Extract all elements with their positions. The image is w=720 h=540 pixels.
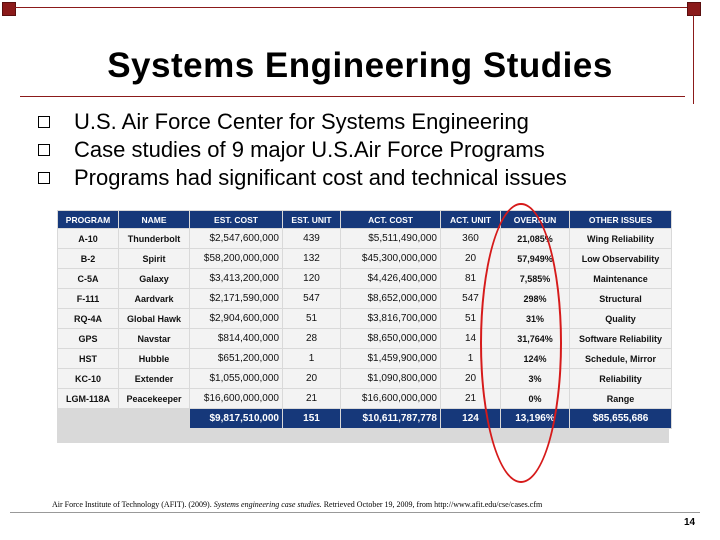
cell-est-unit: 51 xyxy=(283,309,340,328)
table-row xyxy=(58,329,671,348)
square-bullet-icon xyxy=(38,144,50,156)
bullet-list xyxy=(38,108,567,192)
cell-overrun: 124% xyxy=(501,349,569,368)
bullet-item: Case studies of 9 major U.S.Air Force Programs xyxy=(38,136,567,164)
header-est-cost: EST. COST xyxy=(190,211,282,228)
cell-act-cost: $1,090,800,000 xyxy=(341,369,440,388)
cell-program: A-10 xyxy=(58,229,118,248)
table-totals-row xyxy=(58,409,671,428)
bullet-item: U.S. Air Force Center for Systems Engineering xyxy=(38,108,567,136)
cell-est-cost: $2,171,590,000 xyxy=(190,289,282,308)
header-program: PROGRAM xyxy=(58,211,118,228)
cell-act-unit: 1 xyxy=(441,349,500,368)
cell-act-unit: 21 xyxy=(441,389,500,408)
cell-other-issue: Schedule, Mirror xyxy=(570,349,671,368)
totals-blank-cell xyxy=(119,409,189,428)
cell-program: RQ-4A xyxy=(58,309,118,328)
header-act-cost: ACT. COST xyxy=(341,211,440,228)
cell-overrun: 298% xyxy=(501,289,569,308)
cell-est-unit: 20 xyxy=(283,369,340,388)
cell-act-unit: 547 xyxy=(441,289,500,308)
slide-number: 14 xyxy=(684,517,696,528)
square-bullet-icon xyxy=(38,116,50,128)
header-name: NAME xyxy=(119,211,189,228)
cell-name: Peacekeeper xyxy=(119,389,189,408)
cell-name: Hubble xyxy=(119,349,189,368)
cell-name: Thunderbolt xyxy=(119,229,189,248)
square-bullet-icon xyxy=(38,172,50,184)
title-underline xyxy=(20,96,685,97)
program-cost-table xyxy=(57,210,672,429)
table-header-row xyxy=(58,211,671,228)
totals-blank-cell xyxy=(58,409,118,428)
cell-est-cost: $2,547,600,000 xyxy=(190,229,282,248)
cell-act-cost: $8,650,000,000 xyxy=(341,329,440,348)
cell-act-unit: 81 xyxy=(441,269,500,288)
cell-program: C-5A xyxy=(58,269,118,288)
table-row xyxy=(58,309,671,328)
table-row xyxy=(58,229,671,248)
cell-act-unit: 360 xyxy=(441,229,500,248)
cell-program: F-111 xyxy=(58,289,118,308)
cell-act-cost: $1,459,900,000 xyxy=(341,349,440,368)
total-act-cost: $10,611,787,778 xyxy=(341,409,440,428)
cell-name: Navstar xyxy=(119,329,189,348)
cell-overrun: 31% xyxy=(501,309,569,328)
cell-est-cost: $58,200,000,000 xyxy=(190,249,282,268)
total-est-cost: $9,817,510,000 xyxy=(190,409,282,428)
cell-overrun: 21,085% xyxy=(501,229,569,248)
table-row xyxy=(58,269,671,288)
header-est-unit: EST. UNIT xyxy=(283,211,340,228)
cell-overrun: 0% xyxy=(501,389,569,408)
program-cost-table-container xyxy=(57,210,669,443)
cell-act-unit: 51 xyxy=(441,309,500,328)
cell-other-issue: Wing Reliability xyxy=(570,229,671,248)
cell-est-unit: 120 xyxy=(283,269,340,288)
cell-other-issue: Low Observability xyxy=(570,249,671,268)
cell-name: Spirit xyxy=(119,249,189,268)
cell-overrun: 31,764% xyxy=(501,329,569,348)
cell-est-cost: $1,055,000,000 xyxy=(190,369,282,388)
footer-divider xyxy=(10,512,700,513)
cell-name: Extender xyxy=(119,369,189,388)
bullet-item: Programs had significant cost and technical issues xyxy=(38,164,567,192)
table-row xyxy=(58,369,671,388)
total-overrun: 13,196% xyxy=(501,409,569,428)
cell-program: GPS xyxy=(58,329,118,348)
cell-act-cost: $16,600,000,000 xyxy=(341,389,440,408)
cell-est-cost: $2,904,600,000 xyxy=(190,309,282,328)
cell-name: Global Hawk xyxy=(119,309,189,328)
cell-name: Aardvark xyxy=(119,289,189,308)
table-row xyxy=(58,389,671,408)
total-other-issues: $85,655,686 xyxy=(570,409,671,428)
cell-program: HST xyxy=(58,349,118,368)
header-act-unit: ACT. UNIT xyxy=(441,211,500,228)
corner-decoration-right xyxy=(687,2,701,16)
cell-overrun: 3% xyxy=(501,369,569,388)
cell-est-unit: 28 xyxy=(283,329,340,348)
citation: Air Force Institute of Technology (AFIT). (2009). Systems engineering case studies. Retrieved October 19, 2009, from http://www.afit.edu/cse/cases.cfm xyxy=(52,500,543,509)
cell-other-issue: Reliability xyxy=(570,369,671,388)
cell-est-unit: 132 xyxy=(283,249,340,268)
cell-other-issue: Software Reliability xyxy=(570,329,671,348)
cell-est-unit: 1 xyxy=(283,349,340,368)
table-row xyxy=(58,349,671,368)
total-act-unit: 124 xyxy=(441,409,500,428)
slide-title: Systems Engineering Studies xyxy=(107,46,613,85)
cell-est-cost: $16,600,000,000 xyxy=(190,389,282,408)
cell-est-unit: 21 xyxy=(283,389,340,408)
cell-overrun: 57,949% xyxy=(501,249,569,268)
cell-est-cost: $814,400,000 xyxy=(190,329,282,348)
cell-program: KC-10 xyxy=(58,369,118,388)
cell-overrun: 7,585% xyxy=(501,269,569,288)
header-overrun: OVERRUN xyxy=(501,211,569,228)
cell-est-unit: 439 xyxy=(283,229,340,248)
cell-other-issue: Quality xyxy=(570,309,671,328)
cell-program: LGM-118A xyxy=(58,389,118,408)
cell-other-issue: Maintenance xyxy=(570,269,671,288)
cell-act-unit: 14 xyxy=(441,329,500,348)
cell-act-unit: 20 xyxy=(441,249,500,268)
header-other-issues: OTHER ISSUES xyxy=(570,211,671,228)
cell-program: B-2 xyxy=(58,249,118,268)
cell-act-unit: 20 xyxy=(441,369,500,388)
cell-est-unit: 547 xyxy=(283,289,340,308)
cell-act-cost: $8,652,000,000 xyxy=(341,289,440,308)
cell-name: Galaxy xyxy=(119,269,189,288)
corner-decoration-left xyxy=(2,2,16,16)
cell-est-cost: $3,413,200,000 xyxy=(190,269,282,288)
top-border-line xyxy=(14,7,687,8)
cell-other-issue: Structural xyxy=(570,289,671,308)
total-est-unit: 151 xyxy=(283,409,340,428)
cell-est-cost: $651,200,000 xyxy=(190,349,282,368)
cell-act-cost: $5,511,490,000 xyxy=(341,229,440,248)
cell-act-cost: $3,816,700,000 xyxy=(341,309,440,328)
cell-act-cost: $4,426,400,000 xyxy=(341,269,440,288)
cell-other-issue: Range xyxy=(570,389,671,408)
cell-act-cost: $45,300,000,000 xyxy=(341,249,440,268)
table-row xyxy=(58,289,671,308)
table-row xyxy=(58,249,671,268)
